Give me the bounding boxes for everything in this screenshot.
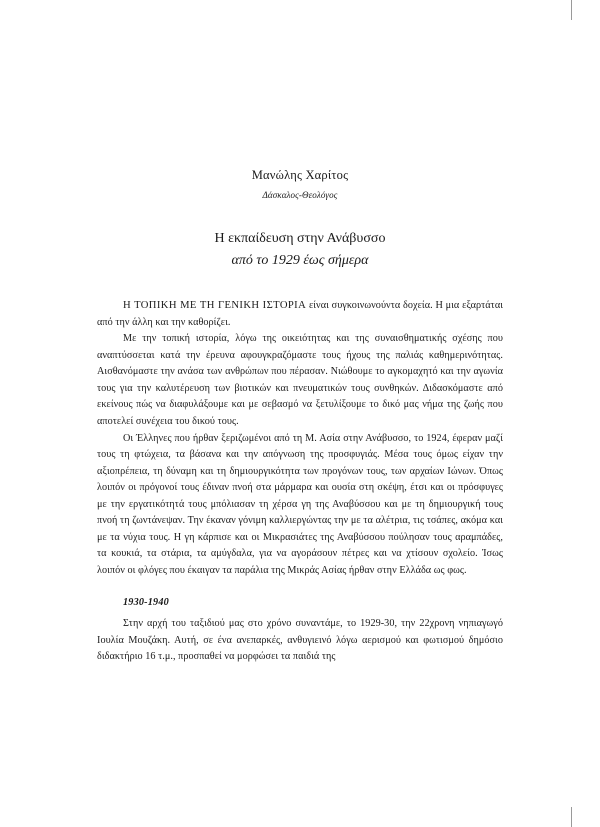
author-role: Δάσκαλος-Θεολόγος: [262, 190, 338, 200]
section-heading: 1930-1940: [123, 597, 169, 609]
paragraph-2: Με την τοπική ιστορία, λόγω της οικειότητας και της συναισθηματικής σχέσης που αναπτύσσεται κατά την έρευνα αφουγκραζόμαστε τους ήχους της παλιάς καθημερινότητας. Αισθανόμαστε την ανάσα των ανθρώπων που πέρασαν. Νιώθουμε το αγκομαχητό και την αγωνία τους για την καλυτέρευση των βιοτικών και πνευματικών τους συνθηκών. Διδασκόμαστε από εκείνους πώς να διαφυλάξουμε και με σεβασμό να ξετυλίξουμε το δικό μας νήμα της ζωής που αποτελεί συνέχεια του δικού τους.: [97, 333, 503, 427]
paragraph-1-text: είναι συγκοινωνούντα δοχεία. Η μια εξαρτάται από την άλλη και την καθορίζει.: [97, 300, 503, 328]
paragraph-3: Οι Έλληνες που ήρθαν ξεριζωμένοι από τη Μ. Ασία στην Ανάβυσσο, το 1924, έφεραν μαζί τους τη φτώχεια, τα βάσανα και την απόγνωση της προσφυγιάς. Μέσα τους όμως είχαν την αξιοπρέπεια, τη δύναμη και τη δημιουργικότητα των προγόνων τους, των αρχαίων Ιώνων. Όπως λοιπόν οι πρόγονοί τους έδιναν πνοή στα μάρμαρα και ουσία στη σκέψη, έτσι και οι πρόσφυγες με την εργατικότητά τους μπόλιασαν τη χέρσα γη της Αναβύσσου και με τη δημιουργική τους πνοή τη ζωντάνεψαν. Την έκαναν γόνιμη καλλιεργώντας την με τα αλέτρια, τις τσάπες, ακόμα και με τα νύχια τους. Η γη κάρπισε και οι Μικρασιάτες της Αναβύσσου πούλησαν τους αραμπάδες, τα κουκιά, τα στάρια, τα αμύγδαλα, για να αγοράσουν πέτρες και να χτίσουν σχολείο. Ίσως λοιπόν οι φλόγες που έκαιγαν τα παράλια της Μικράς Ασίας ήρθαν στην Ελλάδα ως φως.: [97, 432, 503, 576]
body-text: [97, 297, 503, 665]
title-line-2: από το 1929 έως σήμερα: [231, 252, 369, 268]
author-name: Μανώλης Χαρίτος: [251, 168, 349, 182]
crop-mark-top-right: [571, 0, 572, 20]
page-content: [97, 168, 503, 666]
title-line-1: Η εκπαίδευση στην Ανάβυσσο: [214, 231, 386, 246]
paragraph-1-lead: Η ΤΟΠΙΚΗ ΜΕ ΤΗ ΓΕΝΙΚΗ ΙΣΤΟΡΙΑ: [123, 300, 307, 312]
crop-mark-bottom-right: [571, 807, 572, 827]
section-paragraph-1: Στην αρχή του ταξιδιού μας στο χρόνο συναντάμε, το 1929-30, την 22χρονη νηπιαγωγό Ιουλία Μουζάκη. Αυτή, σε ένα ανεπαρκές, ανθυγιεινό λόγω αερισμού και φωτισμού δημόσιο διδακτήριο 16 τ.μ., προσπαθεί να μορφώσει τα παιδιά της: [97, 618, 503, 663]
page-title: [97, 228, 503, 271]
paragraph-1: [97, 297, 503, 331]
